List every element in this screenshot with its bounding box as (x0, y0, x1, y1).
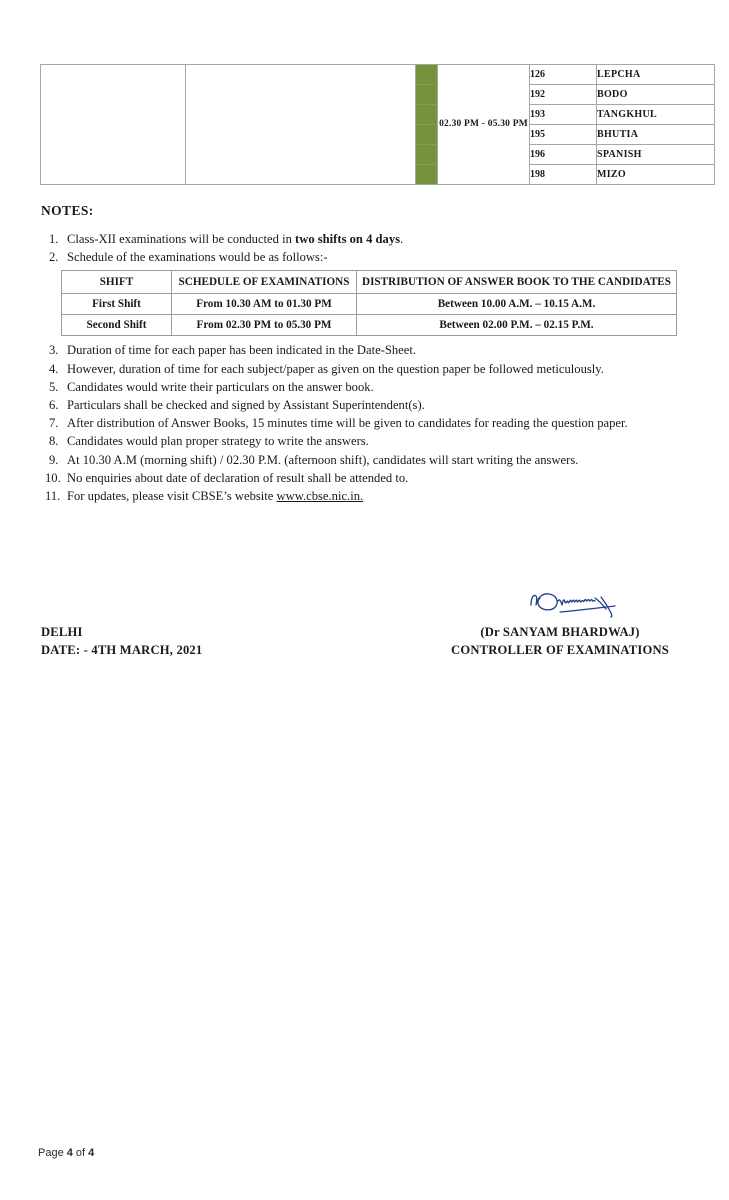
signoff-left (41, 623, 202, 659)
signoff-date: DATE: - 4TH MARCH, 2021 (41, 643, 203, 657)
list-item-text: At 10.30 A.M (morning shift) / 02.30 P.M. (afternoon shift), candidates will start writing the answers. (67, 452, 579, 467)
list-item-number: 3. (49, 343, 59, 358)
list-item-number: 2. (49, 250, 59, 265)
list-item-number: 7. (49, 416, 59, 431)
list-item (41, 452, 691, 469)
list-item (41, 342, 691, 359)
list-item (41, 397, 691, 414)
subject-name: LEPCHA (597, 65, 715, 85)
page-mid: of (72, 1147, 89, 1159)
page-current: 4 (66, 1147, 73, 1159)
list-item-number: 8. (49, 434, 59, 449)
subject-code: 196 (530, 145, 597, 165)
table-header-row (62, 271, 677, 294)
list-item (41, 249, 691, 266)
page-total: 4 (88, 1147, 95, 1159)
note1-bold: two shifts on 4 days (295, 232, 401, 246)
note11-prefix: For updates, please visit CBSE’s website (67, 489, 277, 504)
column-header-schedule: SCHEDULE OF EXAMINATIONS (172, 271, 357, 294)
shift-schedule-table (61, 270, 676, 336)
green-accent-cell (416, 145, 438, 165)
notes-list (41, 231, 691, 506)
cbse-website-link[interactable]: www.cbse.nic.in. (276, 489, 364, 504)
signature-image (527, 588, 637, 622)
exam-time-slot: 02.30 PM - 05.30 PM (438, 65, 530, 185)
green-accent-cell (416, 125, 438, 145)
list-item-number: 6. (49, 398, 59, 413)
green-accent-cell (416, 105, 438, 125)
note1-suffix: . (400, 232, 404, 246)
blank-cell-left (41, 65, 186, 185)
subject-code: 126 (530, 65, 597, 85)
subject-name: MIZO (597, 165, 715, 185)
list-item-text: Particulars shall be checked and signed by Assistant Superintendent(s). (67, 398, 425, 413)
signoff-designation: CONTROLLER OF EXAMINATIONS (451, 643, 669, 657)
list-item-number: 5. (49, 379, 59, 394)
list-item (41, 488, 691, 505)
subject-code: 192 (530, 85, 597, 105)
list-item (41, 415, 691, 432)
list-item-text: After distribution of Answer Books, 15 minutes time will be given to candidates for reading the question paper. (67, 416, 628, 431)
list-item-number: 9. (49, 452, 59, 467)
page-number-footer (38, 1147, 94, 1159)
shift-distribution: Between 10.00 A.M. – 10.15 A.M. (357, 294, 677, 315)
table-row (41, 65, 715, 85)
note1-prefix: Class-XII examinations will be conducted in (67, 232, 296, 246)
table-row (62, 315, 677, 336)
table-row (62, 294, 677, 315)
green-accent-cell (416, 165, 438, 185)
subject-name: TANGKHUL (597, 105, 715, 125)
list-item (41, 231, 691, 248)
shift-distribution: Between 02.00 P.M. – 02.15 P.M. (357, 315, 677, 336)
shift-name: First Shift (62, 294, 172, 315)
list-item-number: 10. (45, 470, 61, 485)
green-accent-cell (416, 85, 438, 105)
blank-cell-mid (186, 65, 416, 185)
list-item (41, 470, 691, 487)
green-accent-cell (416, 65, 438, 85)
subject-code: 198 (530, 165, 597, 185)
subject-name: SPANISH (597, 145, 715, 165)
signoff-name: (Dr SANYAM BHARDWAJ) (480, 625, 640, 639)
list-item-text: However, duration of time for each subject/paper as given on the question paper be followed meticulously. (67, 361, 604, 376)
column-header-distribution: DISTRIBUTION OF ANSWER BOOK TO THE CANDIDATES (357, 271, 677, 294)
page-prefix: Page (38, 1147, 67, 1159)
datesheet-continuation-table (40, 64, 714, 185)
shift-table (61, 270, 677, 336)
list-item-text: Duration of time for each paper has been indicated in the Date-Sheet. (67, 343, 416, 358)
list-item-text: No enquiries about date of declaration of result shall be attended to. (67, 470, 409, 485)
list-item (41, 433, 691, 450)
column-header-shift: SHIFT (62, 271, 172, 294)
list-item-number: 1. (49, 232, 59, 246)
shift-schedule: From 10.30 AM to 01.30 PM (172, 294, 357, 315)
subject-name: BHUTIA (597, 125, 715, 145)
list-item (41, 379, 691, 396)
list-item-text (67, 488, 691, 505)
list-item-number: 11. (45, 489, 61, 504)
top-table (40, 64, 715, 185)
list-item-text (67, 231, 691, 248)
signoff-place: DELHI (41, 625, 83, 639)
shift-name: Second Shift (62, 315, 172, 336)
notes-heading: NOTES: (41, 203, 94, 218)
list-item (41, 361, 691, 378)
signoff-right (400, 623, 720, 659)
list-item-text: Schedule of the examinations would be as follows:- (67, 250, 328, 265)
list-item-text: Candidates would write their particulars on the answer book. (67, 379, 374, 394)
shift-schedule: From 02.30 PM to 05.30 PM (172, 315, 357, 336)
list-item-number: 4. (49, 361, 59, 376)
subject-code: 195 (530, 125, 597, 145)
subject-code: 193 (530, 105, 597, 125)
list-item-text: Candidates would plan proper strategy to write the answers. (67, 434, 369, 449)
subject-name: BODO (597, 85, 715, 105)
